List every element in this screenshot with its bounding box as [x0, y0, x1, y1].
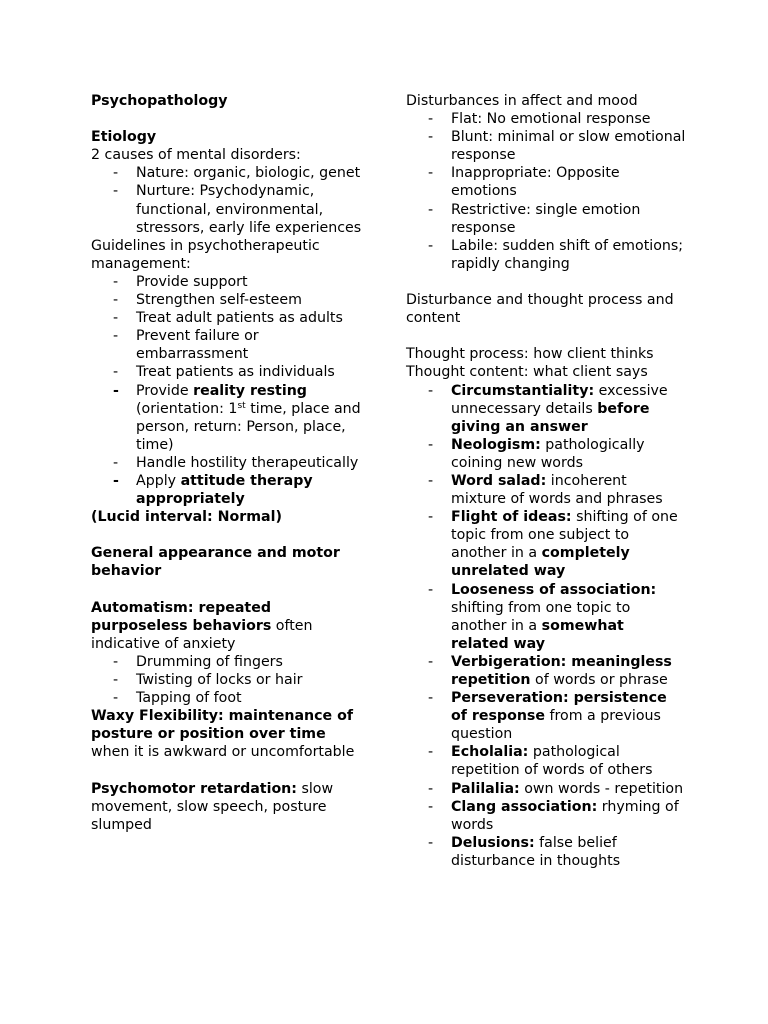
list-item: [406, 128, 686, 164]
dash-bullet: -: [113, 653, 119, 670]
list-item-text: Labile: sudden shift of emotions; rapidly changing: [451, 237, 684, 272]
automatism-rest: often indicative of anxiety: [91, 617, 313, 652]
list-item-text: Blunt: minimal or slow emotional response: [451, 129, 686, 164]
term-text: shifting of one topic from one subject to another in a: [451, 509, 678, 562]
automatism-bold: Automatism: repeated purposeless behaviors: [91, 599, 272, 634]
term-bold: Clang association:: [451, 798, 598, 815]
term-bold: Neologism:: [451, 436, 541, 453]
dash-bullet: -: [428, 798, 434, 815]
dash-bullet: -: [428, 472, 434, 489]
spacer: [91, 761, 366, 779]
list-item-text: Inappropriate: Opposite emotions: [451, 165, 620, 200]
list-item-text: Treat adult patients as adults: [136, 310, 343, 327]
list-item-text: Handle hostility therapeutically: [136, 454, 359, 471]
attitude-bold: attitude therapy appropriately: [136, 472, 313, 508]
dash-bullet: -: [428, 581, 434, 598]
list-item: [406, 508, 686, 580]
list-item-text: Nurture: Psychodynamic, functional, environmental, stressors, early life experiences: [136, 183, 362, 236]
term-bold: Flight of ideas:: [451, 509, 572, 526]
term-bold: Verbigeration: meaningless repetition: [451, 653, 672, 688]
term-bold: somewhat related way: [451, 617, 624, 652]
reality-orientation-sup: st: [237, 400, 246, 411]
dash-bullet: -: [428, 382, 434, 399]
list-item: [91, 653, 366, 671]
affect-list: [406, 110, 686, 273]
term-text: incoherent mixture of words and phrases: [451, 472, 663, 508]
general-appearance-heading: [91, 544, 366, 580]
list-item: [406, 798, 686, 834]
term-bold: Word salad:: [451, 472, 547, 489]
term-bold: Circumstantiality:: [451, 382, 595, 399]
list-item-text: Tapping of foot: [136, 690, 242, 707]
etiology-heading-text: Etiology: [91, 129, 157, 146]
list-item-attitude-therapy: [91, 472, 366, 508]
dash-bullet: -: [113, 310, 119, 327]
list-item: [406, 472, 686, 508]
thought-process-line: Thought process: how client thinks: [406, 346, 654, 363]
etiology-heading: [91, 128, 366, 146]
term-bold: Looseness of association:: [451, 581, 657, 598]
psychomotor-paragraph: [91, 780, 366, 834]
spacer: [406, 327, 686, 345]
list-item-text: Strengthen self-esteem: [136, 292, 302, 309]
list-item: [406, 201, 686, 237]
thought-content-line: Thought content: what client says: [406, 364, 648, 381]
list-item: [406, 164, 686, 200]
spacer: [406, 273, 686, 291]
list-item: [91, 164, 366, 182]
waxy-rest: when it is awkward or uncomfortable: [91, 744, 355, 761]
list-item-reality-testing: [91, 382, 366, 454]
dash-bullet: -: [113, 292, 119, 309]
list-item-text: Flat: No emotional response: [451, 111, 651, 128]
term-bold: completely unrelated way: [451, 545, 630, 580]
dash-bullet: -: [428, 509, 434, 526]
dash-bullet: -: [113, 183, 119, 200]
term-text: excessive unnecessary details: [451, 382, 668, 417]
term-text: shifting from one topic to another in a: [451, 599, 631, 634]
term-text: false belief disturbance in thoughts: [451, 834, 621, 869]
term-bold: Delusions:: [451, 834, 535, 851]
causes-intro: 2 causes of mental disorders:: [91, 147, 301, 164]
list-item: [406, 743, 686, 779]
psychomotor-rest: slow movement, slow speech, posture slumped: [91, 780, 334, 833]
list-item: [91, 689, 366, 707]
left-column: [91, 92, 366, 834]
affect-heading: Disturbances in affect and mood: [406, 93, 638, 109]
automatism-paragraph: [91, 599, 366, 653]
automatism-list: [91, 653, 366, 707]
lucid-interval-text: (Lucid interval: Normal): [91, 509, 282, 526]
list-item-text: Provide support: [136, 273, 248, 290]
list-item: [406, 653, 686, 689]
reality-orientation-b: time, place and person, return: Person, place, time): [136, 400, 361, 453]
waxy-bold: Waxy Flexibility: maintenance of posture or position over time: [91, 708, 354, 743]
term-bold: Palilalia:: [451, 780, 520, 797]
term-bold: Perseveration: persistence of response: [451, 690, 667, 725]
title-text: Psychopathology: [91, 93, 228, 109]
dash-bullet: -: [428, 690, 434, 707]
dash-bullet: -: [428, 834, 434, 851]
term-text: pathological repetition of words of others: [451, 744, 653, 779]
list-item-text: Prevent failure or embarrassment: [136, 328, 259, 363]
page-title: [91, 92, 366, 110]
list-item: [91, 363, 366, 381]
dash-bullet: -: [113, 328, 119, 345]
dash-bullet: -: [428, 436, 434, 453]
causes-list: [91, 164, 366, 236]
spacer: [91, 581, 366, 599]
dash-bullet: -: [428, 111, 434, 128]
spacer: [91, 526, 366, 544]
list-item: [91, 291, 366, 309]
list-item-text: Drumming of fingers: [136, 653, 283, 670]
dash-bullet: -: [113, 273, 119, 290]
term-text: pathologically coining new words: [451, 436, 645, 471]
term-text: rhyming of words: [451, 798, 679, 833]
dash-bullet: -: [113, 672, 119, 688]
dash-bullet: -: [428, 129, 434, 146]
list-item-text: Twisting of locks or hair: [136, 672, 303, 688]
reality-bold: reality resting: [193, 382, 307, 399]
list-item: [406, 237, 686, 273]
list-item: [91, 327, 366, 363]
term-text: from a previous question: [451, 708, 661, 743]
spacer: [91, 110, 366, 128]
list-item: [406, 436, 686, 472]
term-text: own words - repetition: [519, 780, 684, 797]
dash-bullet: -: [113, 454, 119, 471]
list-item: [91, 182, 366, 236]
dash-bullet: -: [113, 472, 119, 489]
list-item-text: Treat patients as individuals: [136, 364, 335, 381]
list-item: [91, 671, 366, 689]
lucid-interval-note: [91, 508, 366, 526]
dash-bullet: -: [113, 165, 119, 182]
reality-pre: Provide: [136, 382, 194, 399]
list-item: [406, 834, 686, 870]
psychomotor-bold: Psychomotor retardation:: [91, 780, 297, 797]
dash-bullet: -: [113, 364, 119, 381]
dash-bullet: -: [113, 690, 119, 707]
list-item: [91, 454, 366, 472]
attitude-pre: Apply: [136, 472, 181, 489]
general-appearance-text: General appearance and motor behavior: [91, 545, 340, 580]
dash-bullet: -: [428, 653, 434, 670]
waxy-flexibility-paragraph: [91, 707, 366, 761]
dash-bullet: -: [428, 201, 434, 218]
list-item: [91, 273, 366, 291]
list-item: [406, 382, 686, 436]
dash-bullet: -: [428, 165, 434, 182]
list-item-text: Restrictive: single emotion response: [451, 201, 641, 236]
term-text: of words or phrase: [530, 672, 668, 688]
guidelines-list: [91, 273, 366, 508]
dash-bullet: -: [428, 780, 434, 797]
dash-bullet: -: [428, 237, 434, 254]
term-bold: before giving an answer: [451, 400, 650, 435]
list-item: [406, 780, 686, 798]
right-column: [406, 92, 686, 870]
thought-terms-list: [406, 382, 686, 871]
list-item-text: Nature: organic, biologic, genet: [136, 165, 361, 182]
list-item: [406, 689, 686, 743]
list-item: [406, 581, 686, 653]
reality-orientation-a: (orientation: 1: [136, 400, 238, 417]
dash-bullet: -: [428, 744, 434, 761]
guidelines-intro: Guidelines in psychotherapeutic management:: [91, 237, 320, 272]
dash-bullet: -: [113, 382, 119, 399]
thought-heading: Disturbance and thought process and content: [406, 292, 674, 327]
term-bold: Echolalia:: [451, 744, 529, 761]
list-item: [91, 309, 366, 327]
list-item: [406, 110, 686, 128]
